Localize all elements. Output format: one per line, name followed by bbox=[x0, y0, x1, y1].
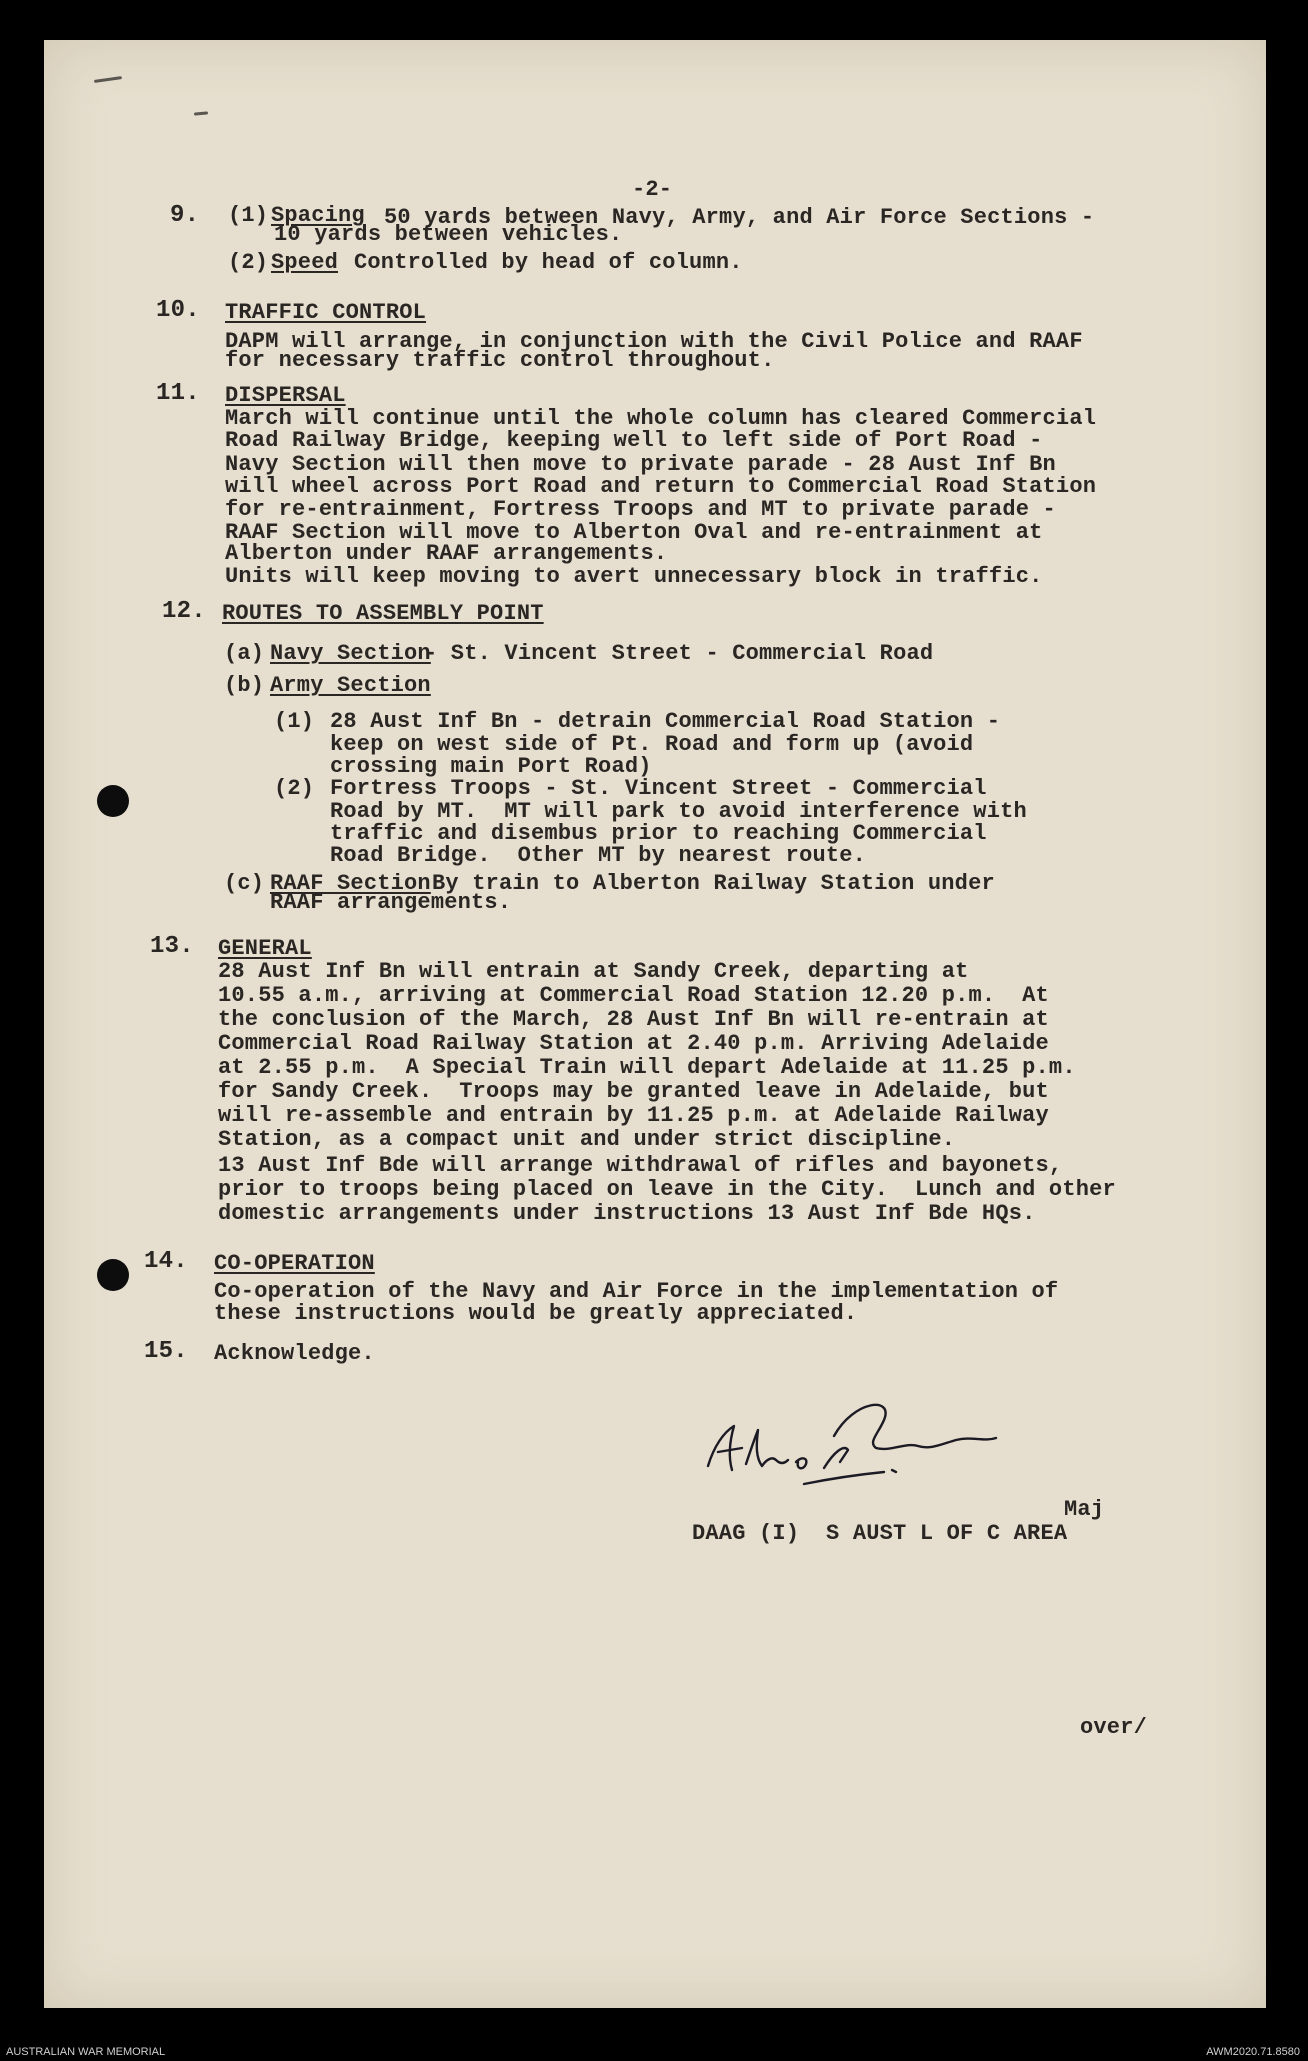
text-line: RAAF arrangements. bbox=[270, 890, 512, 915]
ink-mark bbox=[194, 111, 208, 115]
text-line: will re-assemble and entrain by 11.25 p.m. at Adelaide Railway bbox=[218, 1103, 1049, 1128]
item-number: 10. bbox=[156, 297, 200, 324]
text-line: will wheel across Port Road and return to Commercial Road Station bbox=[225, 474, 1097, 499]
document-page bbox=[44, 40, 1266, 2008]
over-note: over/ bbox=[1080, 1715, 1148, 1740]
text-line: Navy Section will then move to private parade - 28 Aust Inf Bn bbox=[225, 452, 1056, 477]
text-line: Controlled by head of column. bbox=[354, 250, 743, 275]
ink-mark bbox=[94, 76, 122, 83]
sub-heading: Navy Section bbox=[270, 641, 431, 666]
text-line: 28 Aust Inf Bn will entrain at Sandy Creek, departing at bbox=[218, 959, 969, 984]
text-line: 10 yards between vehicles. bbox=[274, 222, 623, 247]
sub-label: (1) bbox=[274, 709, 315, 734]
handwritten-signature bbox=[684, 1380, 1064, 1500]
item-number: 14. bbox=[144, 1248, 188, 1275]
text-line: By train to Alberton Railway Station under bbox=[432, 871, 995, 896]
signature-appointment: DAAG (I) S AUST L OF C AREA bbox=[692, 1521, 1068, 1546]
punch-hole bbox=[97, 785, 129, 817]
text-line: Acknowledge. bbox=[214, 1341, 375, 1366]
text-line: domestic arrangements under instructions 13 Aust Inf Bde HQs. bbox=[218, 1201, 1036, 1226]
text-line: 50 yards between Navy, Army, and Air Force Sections - bbox=[384, 205, 1095, 230]
sub-label: (2) bbox=[228, 250, 269, 275]
text-line: Fortress Troops - St. Vincent Street - Commercial bbox=[330, 776, 987, 801]
text-line: Units will keep moving to avert unnecessary block in traffic. bbox=[225, 564, 1043, 589]
text-line: Station, as a compact unit and under strict discipline. bbox=[218, 1127, 956, 1152]
footer-credit: AUSTRALIAN WAR MEMORIAL bbox=[6, 2046, 166, 2058]
section-heading: ROUTES TO ASSEMBLY POINT bbox=[222, 601, 544, 626]
sub-label: (b) bbox=[224, 673, 265, 698]
text-line: for necessary traffic control throughout. bbox=[225, 348, 775, 373]
sub-label: (2) bbox=[274, 776, 315, 801]
text-line: RAAF Section will move to Alberton Oval and re-entrainment at bbox=[225, 520, 1043, 545]
text-line: for Sandy Creek. Troops may be granted leave in Adelaide, but bbox=[218, 1079, 1049, 1104]
sub-label: (a) bbox=[224, 641, 265, 666]
text-line: keep on west side of Pt. Road and form up (avoid bbox=[330, 732, 974, 757]
text-line: Alberton under RAAF arrangements. bbox=[225, 541, 668, 566]
section-heading: DISPERSAL bbox=[225, 383, 346, 408]
sub-label: (c) bbox=[224, 871, 265, 896]
text-line: prior to troops being placed on leave in the City. Lunch and other bbox=[218, 1177, 1116, 1202]
text-line: traffic and disembus prior to reaching Commercial bbox=[330, 821, 987, 846]
page-number: -2- bbox=[632, 177, 673, 202]
item-number: 9. bbox=[170, 202, 200, 229]
sub-heading: RAAF Section bbox=[270, 871, 431, 896]
text-line: crossing main Port Road) bbox=[330, 754, 652, 779]
text-line: March will continue until the whole column has cleared Commercial bbox=[225, 406, 1097, 431]
section-heading: GENERAL bbox=[218, 936, 312, 961]
sub-heading: Army Section bbox=[270, 673, 431, 698]
section-heading: CO-OPERATION bbox=[214, 1251, 375, 1276]
sub-heading: Speed bbox=[271, 250, 339, 275]
text-line: - St. Vincent Street - Commercial Road bbox=[424, 641, 934, 666]
text-line: 10.55 a.m., arriving at Commercial Road Station 12.20 p.m. At bbox=[218, 983, 1049, 1008]
text-line: Road Railway Bridge, keeping well to left side of Port Road - bbox=[225, 428, 1043, 453]
text-line: Commercial Road Railway Station at 2.40 p.m. Arriving Adelaide bbox=[218, 1031, 1049, 1056]
text-line: at 2.55 p.m. A Special Train will depart Adelaide at 11.25 p.m. bbox=[218, 1055, 1076, 1080]
text-line: DAPM will arrange, in conjunction with the Civil Police and RAAF bbox=[225, 329, 1083, 354]
punch-hole bbox=[97, 1259, 129, 1291]
item-number: 11. bbox=[156, 380, 200, 407]
item-number: 13. bbox=[150, 933, 194, 960]
text-line: Co-operation of the Navy and Air Force in the implementation of bbox=[214, 1279, 1059, 1304]
sub-label: (1) bbox=[228, 203, 269, 228]
text-line: the conclusion of the March, 28 Aust Inf Bn will re-entrain at bbox=[218, 1007, 1049, 1032]
item-number: 15. bbox=[144, 1338, 188, 1365]
sub-heading: Spacing bbox=[271, 203, 365, 228]
text-line: Road by MT. MT will park to avoid interference with bbox=[330, 799, 1027, 824]
text-line: for re-entrainment, Fortress Troops and MT to private parade - bbox=[225, 497, 1056, 522]
text-line: these instructions would be greatly appreciated. bbox=[214, 1301, 858, 1326]
signature-rank: Maj bbox=[1064, 1497, 1105, 1522]
text-line: 13 Aust Inf Bde will arrange withdrawal of rifles and bayonets, bbox=[218, 1153, 1063, 1178]
text-line: Road Bridge. Other MT by nearest route. bbox=[330, 843, 867, 868]
item-number: 12. bbox=[162, 598, 206, 625]
footer-accession-number: AWM2020.71.8580 bbox=[1206, 2046, 1300, 2058]
section-heading: TRAFFIC CONTROL bbox=[225, 300, 427, 325]
text-line: 28 Aust Inf Bn - detrain Commercial Road Station - bbox=[330, 709, 1001, 734]
